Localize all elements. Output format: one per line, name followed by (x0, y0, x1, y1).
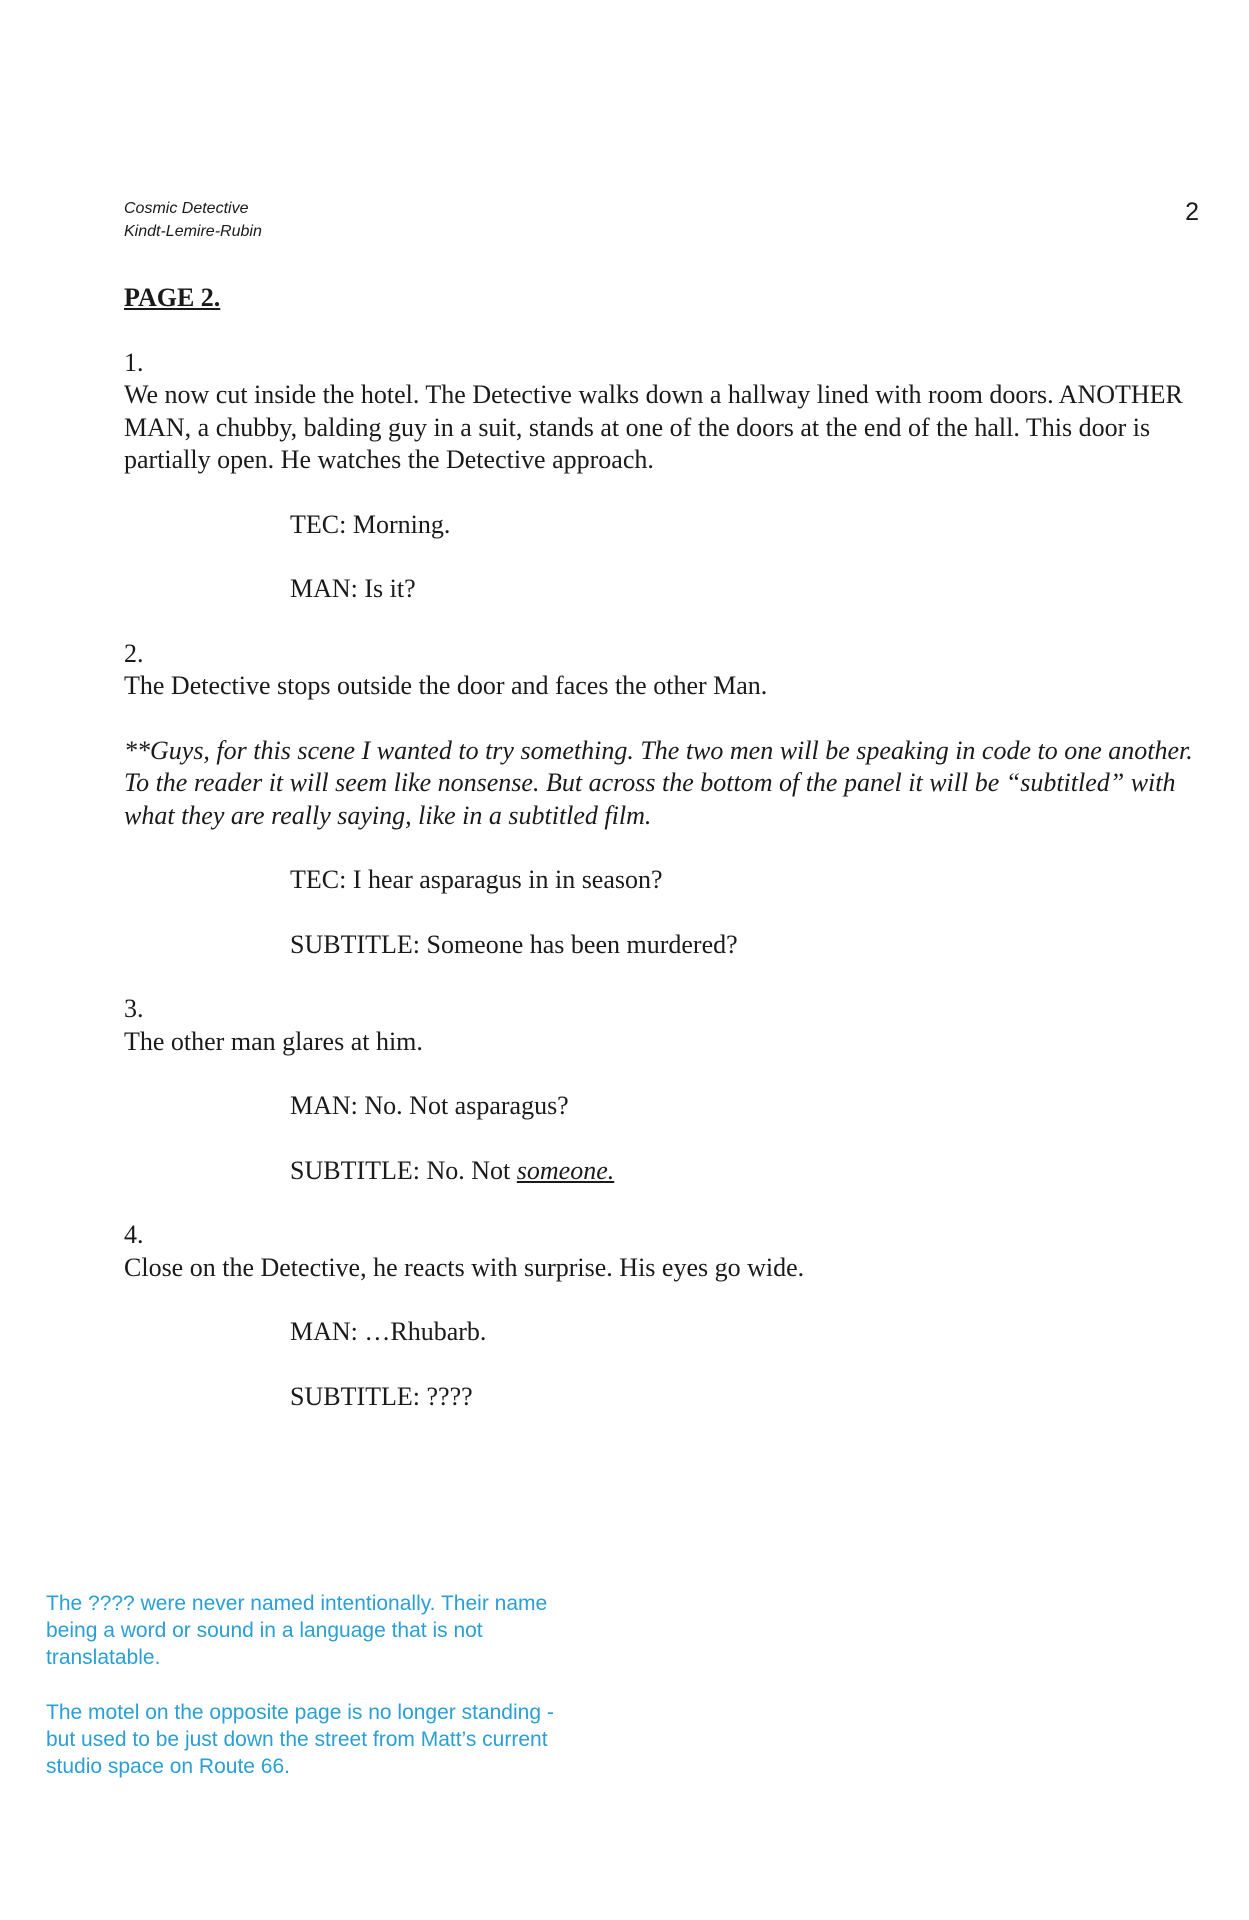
panel-number: 1. (124, 347, 144, 377)
panel-number: 4. (124, 1220, 144, 1249)
subtitle-emphasis: someone. (516, 1155, 615, 1185)
panel-description: The Detective stops outside the door and faces the other Man. (124, 671, 768, 700)
annotation-note: The motel on the opposite page is no longer standing - but used to be just down the street from Matt’s current studio space on Route 66. (46, 1701, 554, 1778)
page-number: 2 (1185, 198, 1199, 226)
dialogue-line: MAN: …Rhubarb. (290, 1317, 487, 1346)
annotation-note: The ???? were never named intentionally. Their name being a word or sound in a language that is not translatable. (46, 1592, 548, 1669)
document-header (124, 197, 262, 243)
subtitle-line: SUBTITLE: Someone has been murdered? (290, 929, 738, 959)
dialogue-line: TEC: Morning. (290, 509, 451, 539)
writer-note: **Guys, for this scene I wanted to try something. The two men will be speaking in code to one another. To the reader it will seem like nonsense. But across the bottom of the panel it will be “subtitled” with what they are really saying, like in a subtitled film. (124, 735, 1193, 830)
subtitle-prefix: SUBTITLE: No. Not (290, 1155, 517, 1185)
panel-description: We now cut inside the hotel. The Detective walks down a hallway lined with room doors. ANOTHER MAN, a chubby, balding guy in a suit, stands at one of the doors at the end of the hall. This door is partially open. He watches the Detective approach. (124, 380, 1183, 474)
subtitle-line (290, 1155, 1204, 1188)
panel-number: 2. (124, 638, 144, 668)
comic-title: Cosmic Detective (124, 200, 249, 217)
page-heading: PAGE 2. (124, 283, 221, 312)
dialogue-line: MAN: Is it? (290, 574, 416, 603)
author-names: Kindt-Lemire-Rubin (124, 223, 262, 240)
panel-description: The other man glares at him. (124, 1026, 423, 1056)
subtitle-line: SUBTITLE: ???? (290, 1381, 473, 1411)
panel-description: Close on the Detective, he reacts with surprise. His eyes go wide. (124, 1252, 805, 1282)
dialogue-line: TEC: I hear asparagus in in season? (290, 865, 663, 894)
script-body (124, 282, 1204, 1445)
panel-number: 3. (124, 994, 144, 1023)
dialogue-line: MAN: No. Not asparagus? (290, 1091, 569, 1120)
